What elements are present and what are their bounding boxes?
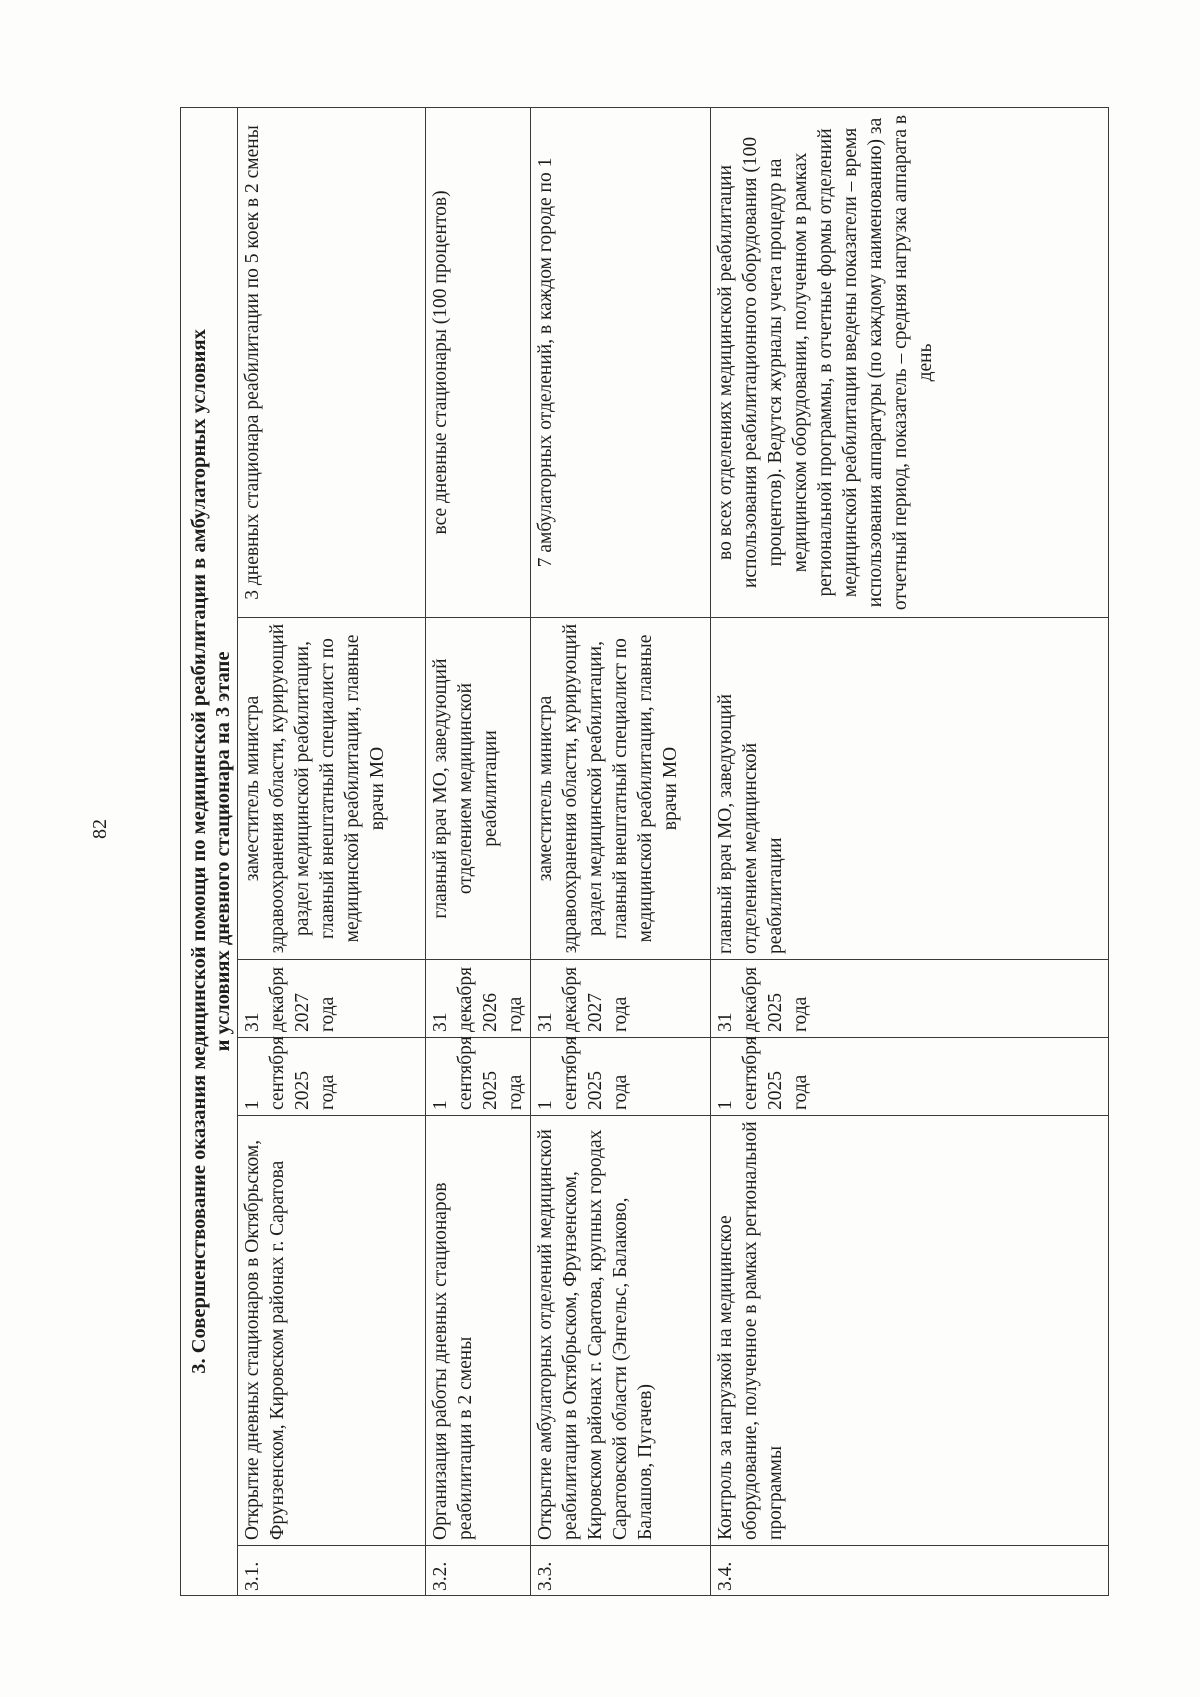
task-cell: Открытие амбулаторных отделений медицинской реабилитации в Октябрьском, Фрунзенском, Кировском районах г. Саратова, крупных городах Саратовской области (Энгельс, Балаково, Балашов, Пугачев): [531, 1116, 711, 1546]
start-date-cell: 1 сентября 2025 года: [426, 1038, 531, 1116]
responsible-cell: главный врач МО, заведующий отделением медицинской реабилитации: [426, 618, 531, 960]
start-date-cell: 1 сентября 2025 года: [238, 1038, 426, 1116]
responsible-cell: главный врач МО, заведующий отделением медицинской реабилитации: [711, 618, 1109, 960]
result-cell: 7 амбулаторных отделений, в каждом городе по 1: [531, 107, 711, 617]
task-cell: Контроль за нагрузкой на медицинское оборудование, полученное в рамках региональной программы: [711, 1116, 1109, 1546]
section-title-row: [181, 107, 238, 1595]
row-number: 3.4.: [711, 1546, 1109, 1596]
end-date-cell: 31 декабря 2027 года: [531, 960, 711, 1038]
end-date-cell: 31 декабря 2025 года: [711, 960, 1109, 1038]
section-title: [181, 107, 238, 1595]
rehabilitation-plan-table: [180, 107, 1109, 1596]
result-cell: 3 дневных стационара реабилитации по 5 коек в 2 смены: [238, 107, 426, 617]
responsible-cell: заместитель министра здравоохранения области, курирующий раздел медицинской реабилитации, главный внештатный специалист по медицинской реабилитации, главные врачи МО: [531, 618, 711, 960]
start-date-cell: 1 сентября 2025 года: [711, 1038, 1109, 1116]
result-cell: все дневные стационары (100 процентов): [426, 107, 531, 617]
rotated-table-sheet: [180, 108, 1080, 1596]
result-cell: во всех отделениях медицинской реабилитации использования реабилитационного оборудования (100 процентов). Ведутся журналы учета процедур на медицинском оборудовании, полученном в рамках региональной программы, в отчетные формы отделений медицинской реабилитации введены показатели – время использования аппаратуры (по каждому наименованию) за отчетный период, показатель – средняя нагрузка аппарата в день: [711, 107, 1109, 617]
task-cell: Открытие дневных стационаров в Октябрьском, Фрунзенском, Кировском районах г. Саратова: [238, 1116, 426, 1546]
start-date-cell: 1 сентября 2025 года: [531, 1038, 711, 1116]
row-number: 3.2.: [426, 1546, 531, 1596]
table-row: [238, 107, 426, 1595]
row-number: 3.1.: [238, 1546, 426, 1596]
table-row: [531, 107, 711, 1595]
section-title-line-2: и условиях дневного стационара на 3 этапе: [212, 651, 234, 1052]
section-title-line-1: 3. Совершенствование оказания медицинской помощи по медицинской реабилитации в амбулаторных условиях: [188, 329, 210, 1374]
row-number: 3.3.: [531, 1546, 711, 1596]
table-row: [426, 107, 531, 1595]
end-date-cell: 31 декабря 2027 года: [238, 960, 426, 1038]
end-date-cell: 31 декабря 2026 года: [426, 960, 531, 1038]
page-number: 82: [89, 819, 111, 839]
task-cell: Организация работы дневных стационаров реабилитации в 2 смены: [426, 1116, 531, 1546]
table-row: [711, 107, 1109, 1595]
responsible-cell: заместитель министра здравоохранения области, курирующий раздел медицинской реабилитации, главный внештатный специалист по медицинской реабилитации, главные врачи МО: [238, 618, 426, 960]
